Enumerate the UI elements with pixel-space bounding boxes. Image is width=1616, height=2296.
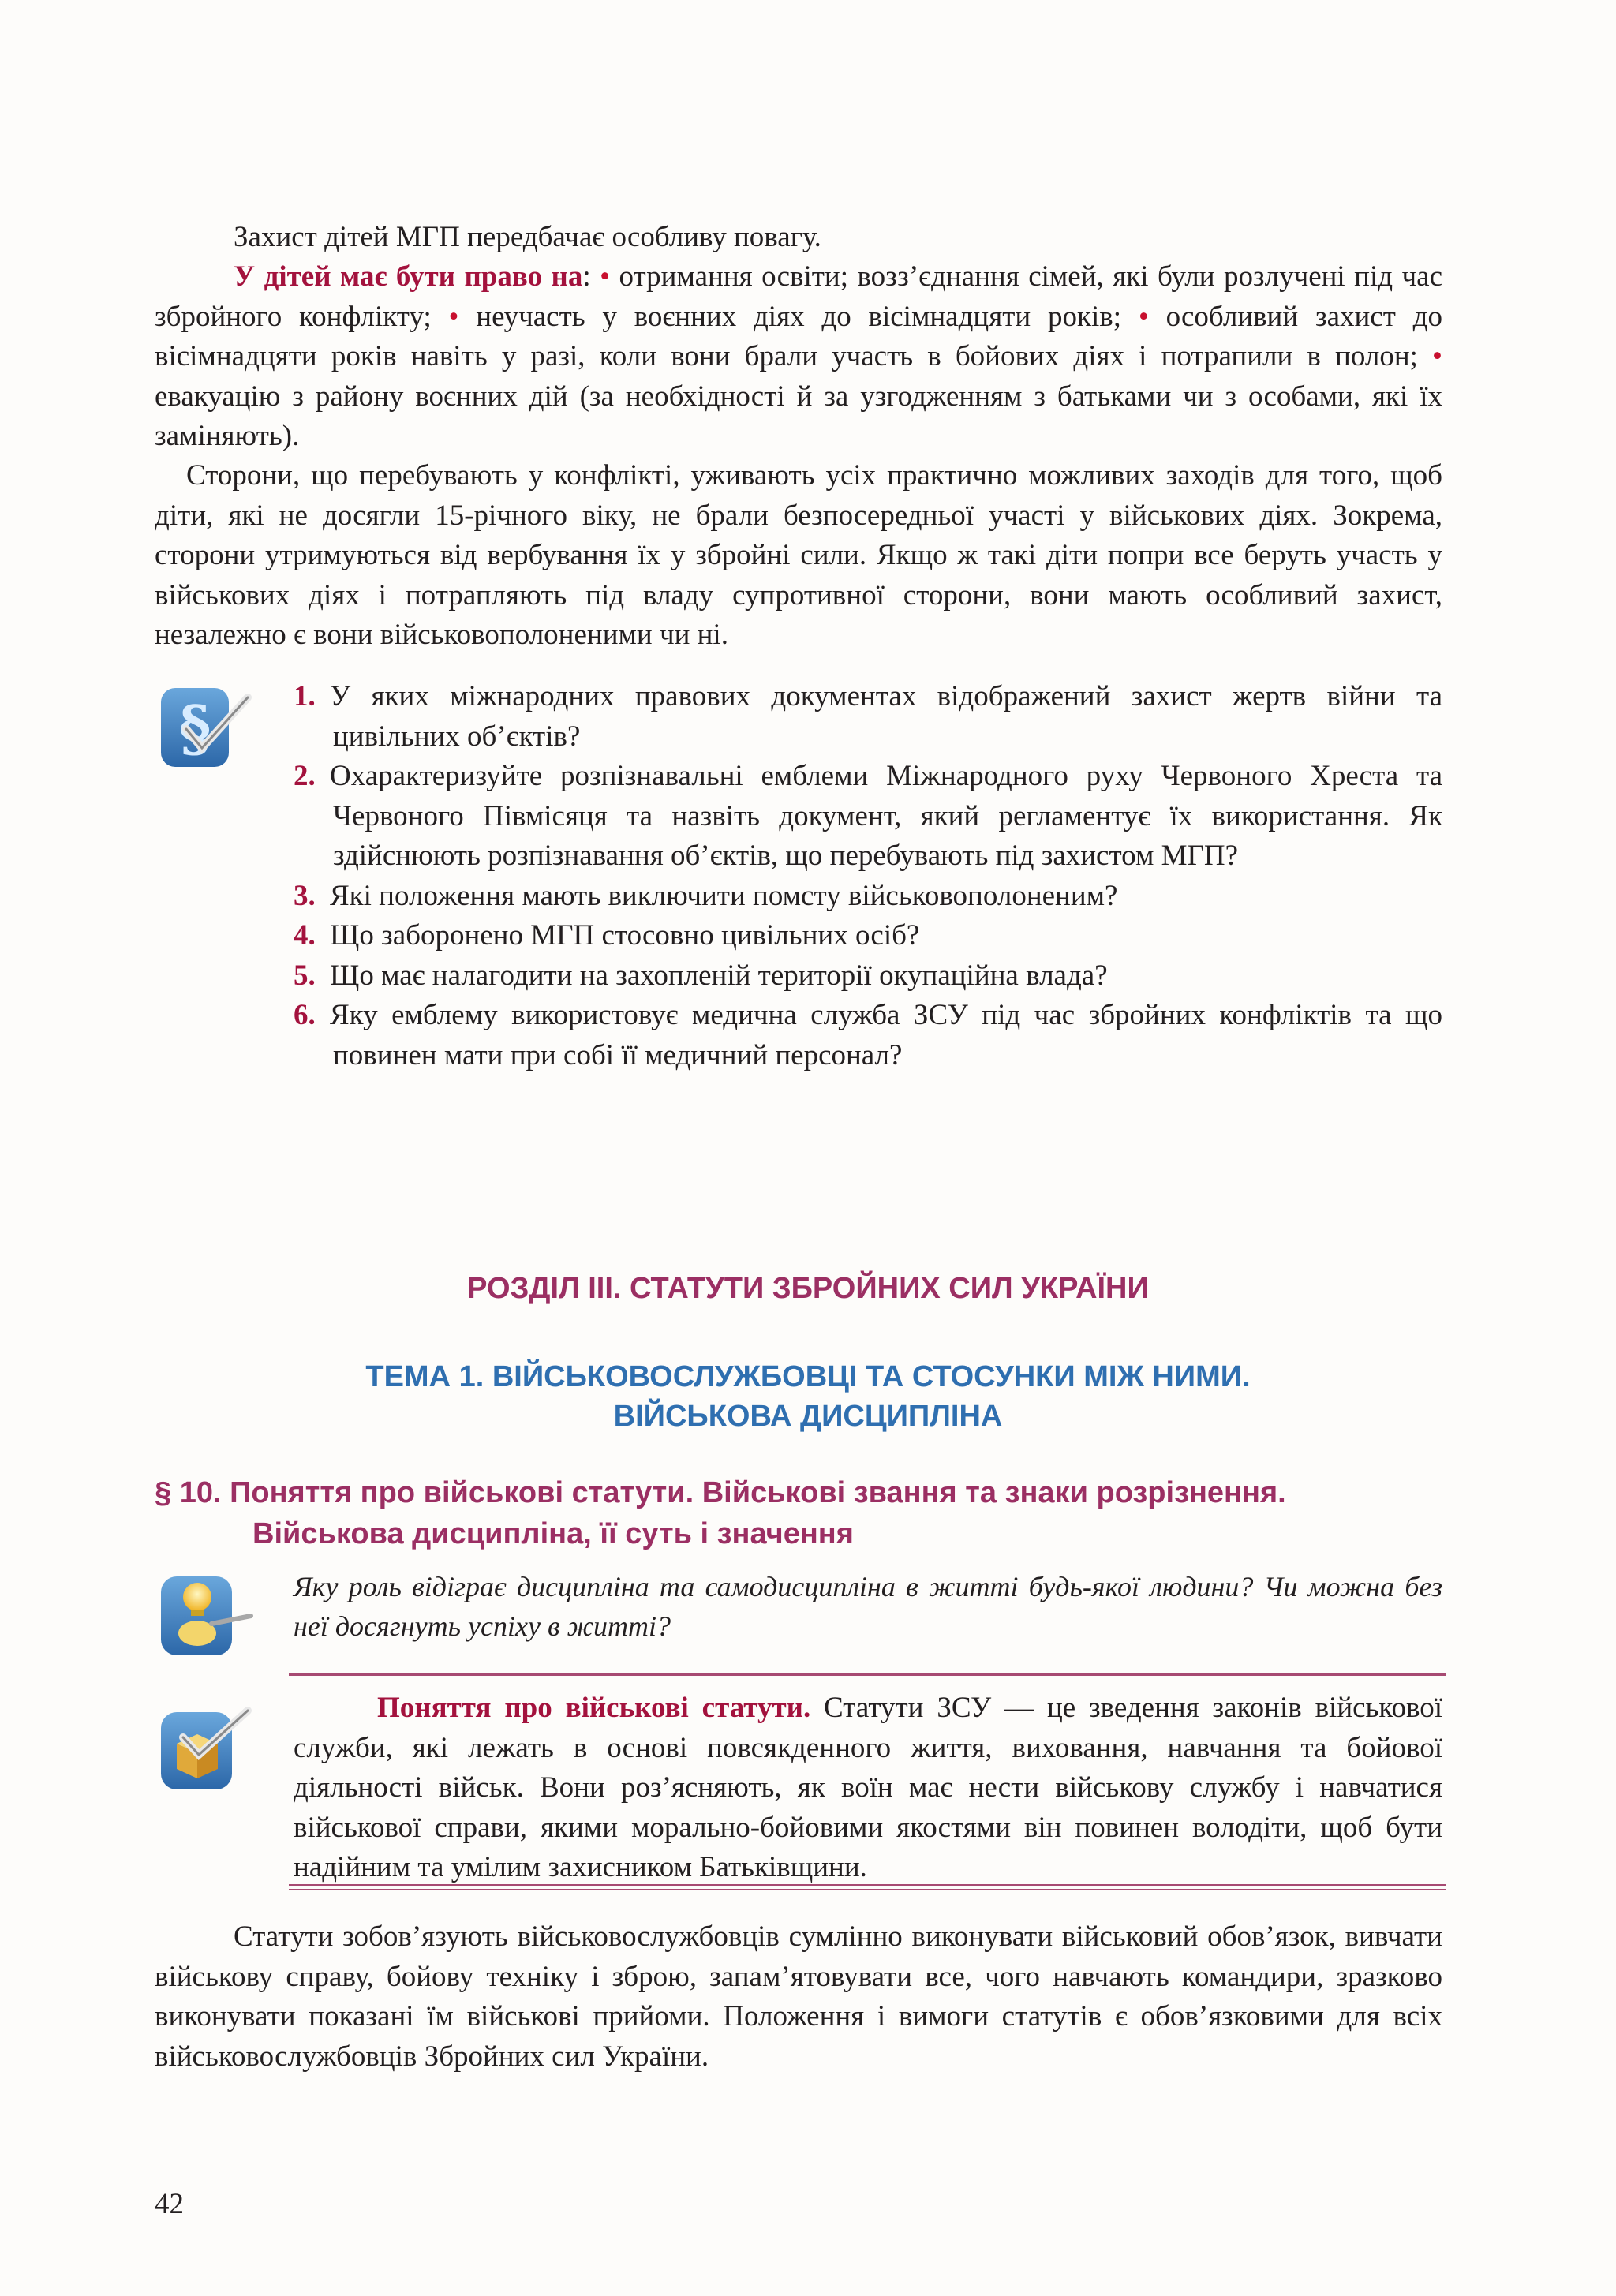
question-item: 3. Які положення мають виключити помсту військовополоненим?	[294, 879, 1118, 912]
paragraph-children-protection: Захист дітей МГП передбачає особливу повагу.	[234, 221, 821, 253]
review-questions	[294, 677, 1442, 1075]
paragraph-statutes-obligations: Статути зобов’язують військовослужбовців сумлінно виконувати військовий обов’язок, вивчати військову справу, бойову техніку і зброю, запам’ятовувати все, чого навчають командири, зразково виконувати показані їм військові прийоми. Положення і вимоги статутів є обов’язковими для всіх військовослужбовців Збройних сил України.	[155, 1920, 1442, 2073]
question-item: 5. Що має налагодити на захопленій території окупаційна влада?	[294, 959, 1108, 992]
question-item: 4. Що заборонено МГП стосовно цивільних осіб?	[294, 919, 920, 952]
box-lead: Поняття про військові статути.	[377, 1692, 811, 1724]
question-item: 2. Охарактеризуйте розпізнавальні емблеми Міжнародного руху Червоного Хреста та Червоного Півмісяця та назвіть документ, який регламентує їх використання. Як здійснюють розпізнавання об’єктів, що перебувають під захистом МГП?	[294, 760, 1442, 872]
page-number: 42	[155, 2188, 184, 2220]
bullet-icon: •	[448, 300, 459, 333]
paragraph-heading: § 10. Поняття про військові статути. Військові звання та знаки розрізнення. Військова дисципліна, її суть і значення	[155, 1476, 1286, 1550]
topic-title: ТЕМА 1. ВІЙСЬКОВОСЛУЖБОВЦІ ТА СТОСУНКИ МІЖ НИМИ. ВІЙСЬКОВА ДИСЦИПЛІНА	[365, 1360, 1251, 1433]
box-bottom-rule-2	[289, 1889, 1446, 1890]
question-item: 1. У яких міжнародних правових документах відображений захист жертв війни та цивільних об’єктів?	[294, 680, 1442, 753]
rights-lead: У дітей має бути право на	[234, 260, 583, 293]
question-item: 6. Яку емблему використовує медична служба ЗСУ під час збройних конфліктів та що повинен мати при собі її медичний персонал?	[294, 999, 1442, 1071]
section-title: РОЗДІЛ ІІІ. СТАТУТИ ЗБРОЙНИХ СИЛ УКРАЇНИ	[467, 1272, 1149, 1305]
box-top-rule	[289, 1673, 1446, 1676]
question-check-icon	[155, 682, 257, 775]
paragraph-children-rights: У дітей має бути право на: • отримання освіти; возз’єднання сімей, які були розлучені під час збройного конфлікту; • неучасть у воєнних діях до вісімнадцяти років; • особливий захист до вісімнадцяти років навіть у разі, коли вони брали участь в бойових діях і потрапили в полон; • евакуацію з району воєнних дій (за необхідності й за узгодженням з батьками чи з особами, які їх заміняють).	[155, 260, 1442, 452]
lightbulb-thinker-icon	[155, 1569, 257, 1662]
bullet-icon: •	[1432, 340, 1442, 372]
statutes-definition-box: Поняття про військові статути. Статути ЗСУ — це зведення законів військової служби, які лежать в основі повсякденного життя, виховання, навчання та бойової діяльності військ. Вони роз’ясняють, як воїн має нести військову службу і навчатися військової справи, якими морально-бойовими якостями він повинен володіти, щоб бути надійним та умілим захисником Батьківщини.	[294, 1692, 1443, 1883]
bullet-icon: •	[600, 260, 611, 293]
intro-question: Яку роль відіграє дисципліна та самодисципліна в житті будь-якої людини? Чи можна без неї досягнуть успіху в житті?	[294, 1571, 1442, 1642]
svg-text:§: §	[178, 693, 211, 765]
paragraph-conflict-parties: Сторони, що перебувають у конфлікті, уживають усіх практично можливих заходів для того, щоб діти, які не досягли 15-річного віку, не брали безпосередньої участі у військових діях. Зокрема, сторони утримуються від вербування їх у збройні сили. Якщо ж такі діти попри все беруть участь у військових діях і потрапляють під владу супротивної сторони, вони мають особливий захист, незалежно є вони військовополоненими чи ні.	[155, 459, 1442, 651]
bullet-icon: •	[1138, 300, 1149, 333]
box-bottom-rule-1	[289, 1884, 1446, 1886]
open-box-check-icon	[155, 1703, 257, 1796]
